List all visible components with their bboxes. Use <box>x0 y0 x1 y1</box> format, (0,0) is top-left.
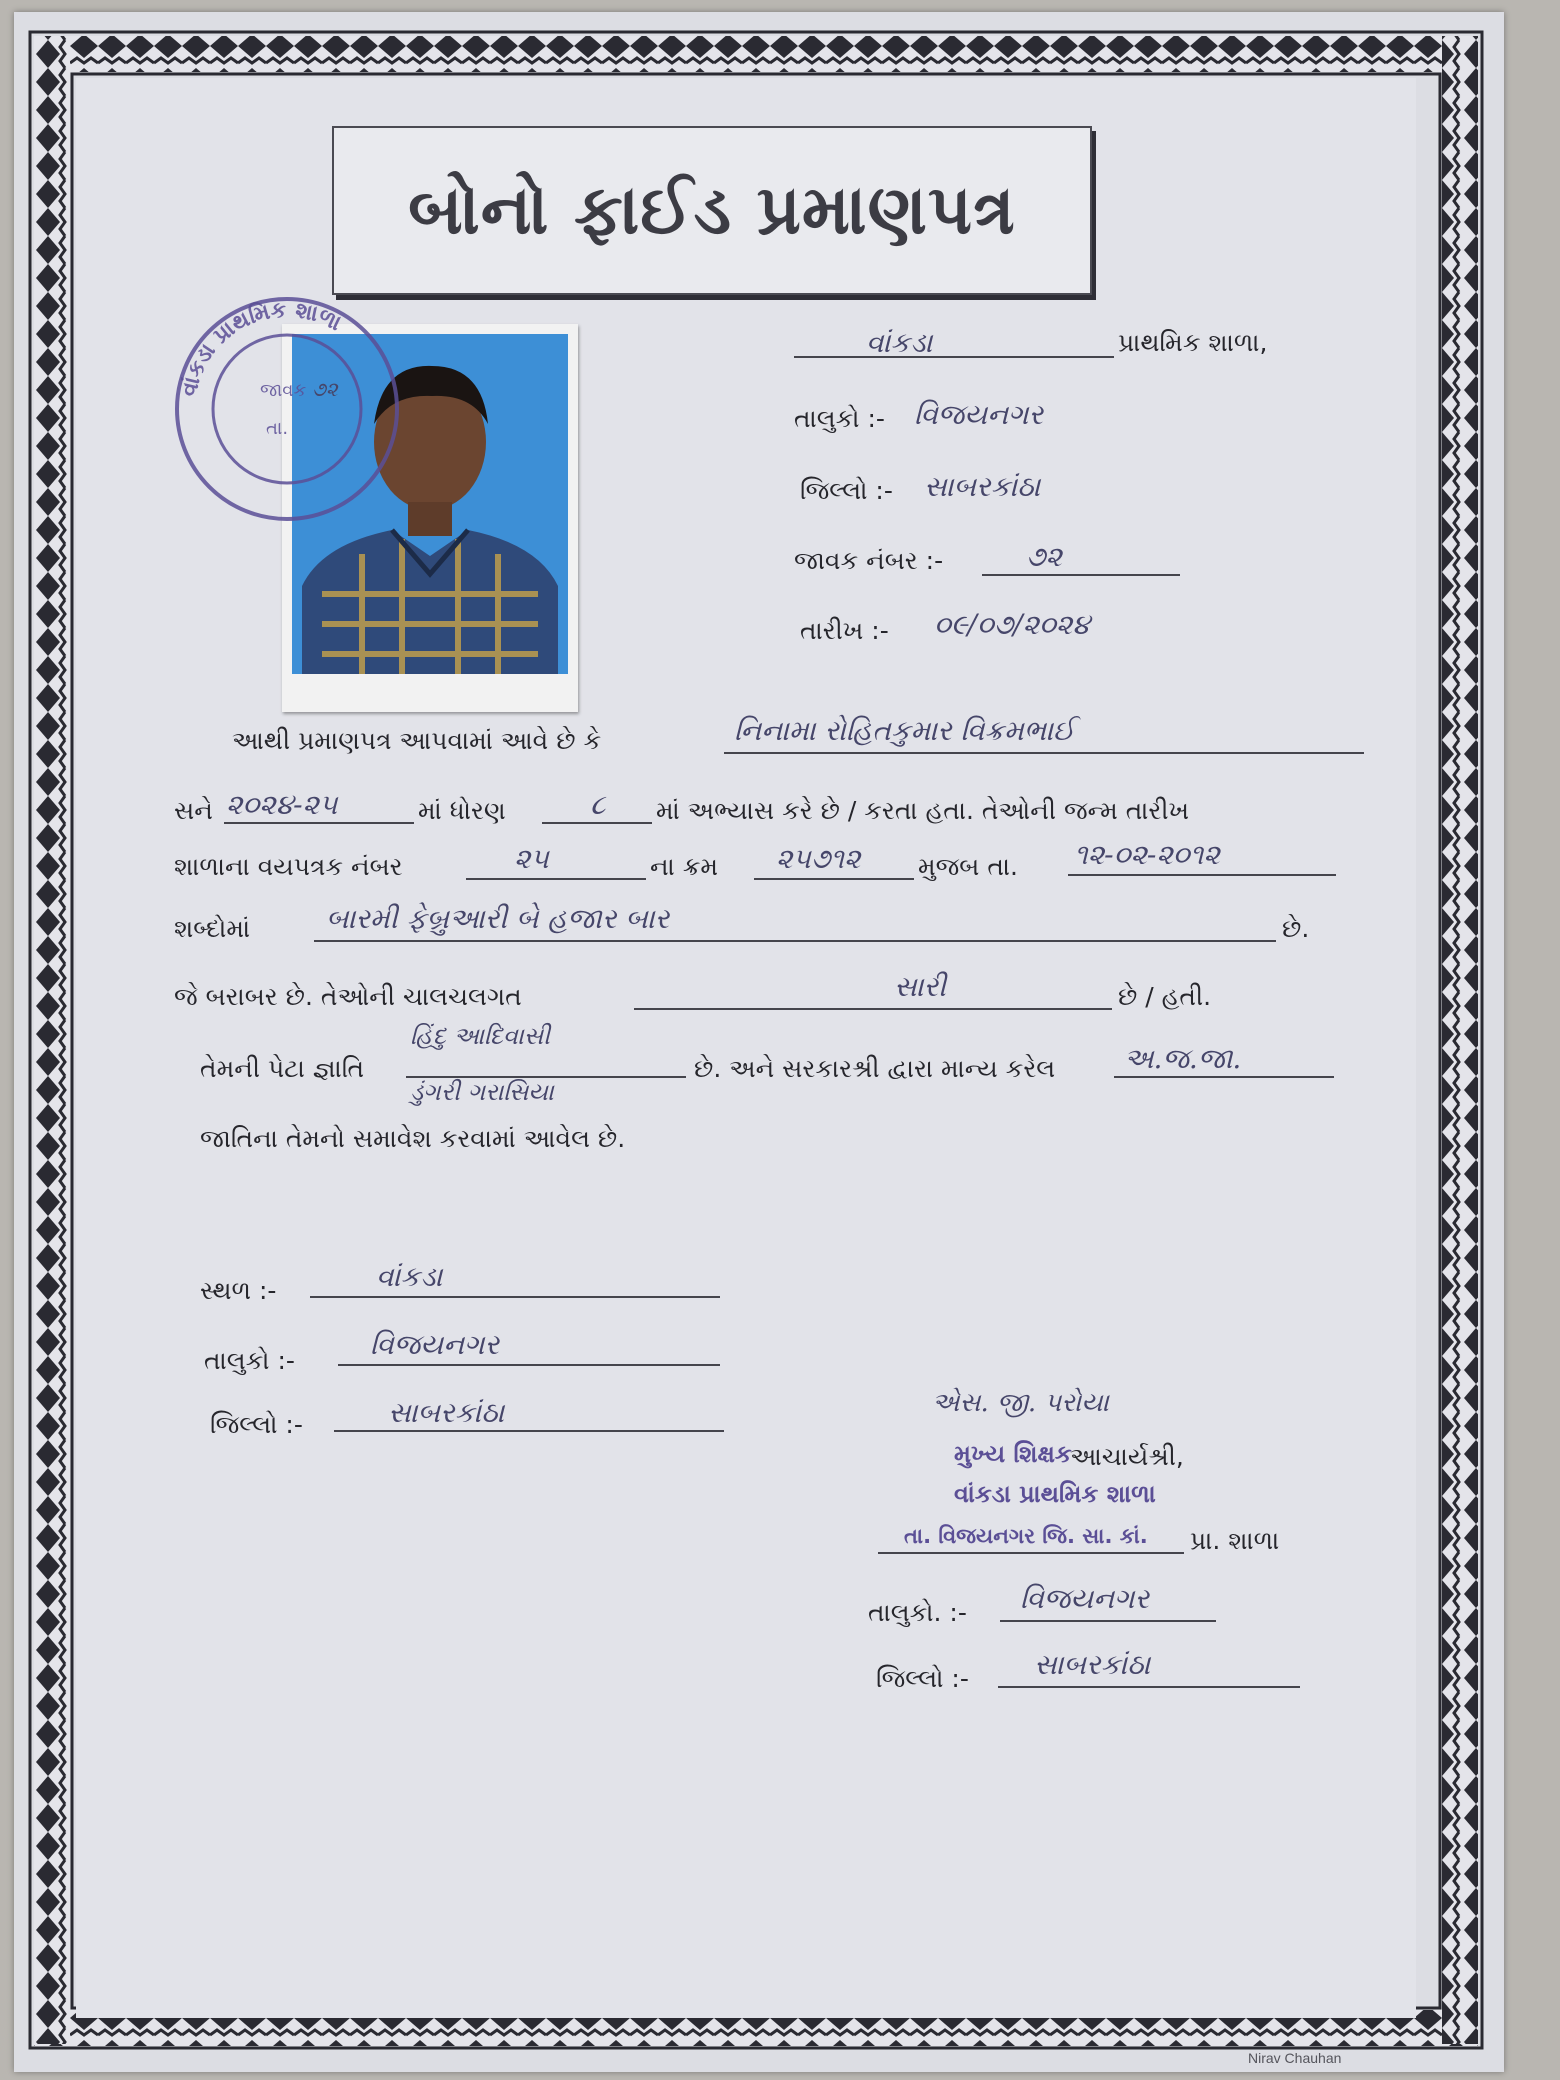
signature-stamp-line2: વાંકડા પ્રાથમિક શાળા <box>954 1480 1156 1508</box>
subcaste-value-1: હિંદુ આદિવાસી <box>410 1022 551 1050</box>
stamp-ring-text: વાંકડા પ્રાથમિક શાળા <box>176 297 346 399</box>
year-prefix: સને <box>174 796 213 825</box>
school-suffix: પ્રાથમિક શાળા, <box>1118 328 1268 357</box>
place-value: વાંકડા <box>376 1260 443 1293</box>
serial-line <box>754 878 914 880</box>
student-name: નિનામા રોહિતકુમાર વિક્રમભાઈ <box>734 714 1075 747</box>
school-name-line <box>794 356 1114 358</box>
signature-stamp-line3: તા. વિજયનગર જિ. સા. કાં. <box>904 1524 1148 1548</box>
taluka-label: તાલુકો :- <box>794 404 885 433</box>
signature-district-label: જિલ્લો :- <box>876 1664 969 1693</box>
district-value: સાબરકાંઠા <box>924 470 1041 503</box>
place-label: સ્થળ :- <box>200 1276 277 1305</box>
conduct-prefix: જે બરાબર છે. તેઓની ચાલચલગત <box>174 982 522 1011</box>
footer-district-line <box>334 1430 724 1432</box>
date-value: ૦૯/૦૭/૨૦૨૪ <box>934 608 1090 641</box>
study-text: માં અભ્યાસ કરે છે / કરતા હતા. તેઓની જન્મ તારીખ <box>656 796 1190 825</box>
birth-date-line <box>1068 874 1336 876</box>
year-value: ૨૦૨૪-૨૫ <box>226 788 338 821</box>
conduct-suffix: છે / હતી. <box>1118 982 1212 1011</box>
serial-value: ૨૫૭૧૨ <box>776 842 861 875</box>
footer-taluka-line <box>338 1364 720 1366</box>
signature-school-line <box>878 1552 1184 1554</box>
title-box <box>332 126 1092 295</box>
footer-district-value: સાબરકાંઠા <box>388 1396 505 1429</box>
place-line <box>310 1296 720 1298</box>
stamp-inner-number: ૭૨ <box>312 377 338 401</box>
signature-taluka-label: તાલુકો. :- <box>868 1598 967 1627</box>
signature-district-line <box>998 1686 1300 1688</box>
school-round-stamp <box>162 284 412 534</box>
body-line1-prefix: આથી પ્રમાણપત્ર આપવામાં આવે છે કે <box>232 726 602 755</box>
stamp-inner-label: જાવક <box>260 380 307 401</box>
conduct-value: સારી <box>894 970 947 1003</box>
per-date-text: મુજબ તા. <box>918 852 1018 881</box>
taluka-value: વિજયનગર <box>914 398 1043 431</box>
date-label: તારીખ :- <box>800 616 889 645</box>
std-value: ૮ <box>590 788 606 821</box>
std-text: માં ધોરણ <box>418 796 506 825</box>
footer-taluka-value: વિજયનગર <box>370 1328 499 1361</box>
caste-mid-text: છે. અને સરકારશ્રી દ્વારા માન્ય કરેલ <box>694 1054 1056 1083</box>
stamp-inner-date-label: તા. <box>266 418 289 439</box>
words-suffix: છે. <box>1282 914 1310 943</box>
signature-taluka-value: વિજયનગર <box>1020 1582 1149 1615</box>
outward-number-label: જાવક નંબર :- <box>794 546 944 575</box>
outward-number-line <box>982 574 1180 576</box>
conduct-line <box>634 1008 1112 1010</box>
words-line <box>314 940 1276 942</box>
footer-district-label: જિલ્લો :- <box>210 1410 303 1439</box>
certificate-sheet <box>14 12 1504 2072</box>
birth-date: ૧૨-૦૨-૨૦૧૨ <box>1074 838 1220 871</box>
photographer-credit: Nirav Chauhan <box>1248 2050 1342 2066</box>
category-value: અ.જ.જા. <box>1124 1042 1242 1075</box>
signature-taluka-line <box>1000 1620 1216 1622</box>
year-line <box>224 822 414 824</box>
category-line <box>1114 1076 1334 1078</box>
words-prefix: શબ્દોમાં <box>174 914 251 943</box>
register-value: ૨૫ <box>514 842 549 875</box>
signature-school-suffix: પ્રા. શાળા <box>1190 1526 1280 1555</box>
serial-text: ના ક્રમ <box>650 852 718 881</box>
district-label: જિલ્લો :- <box>800 476 893 505</box>
register-line <box>466 878 646 880</box>
caste-prefix: તેમની પેટા જ્ઞાતિ <box>200 1054 365 1083</box>
certificate-title: બોનો ફાઈડ પ્રમાણપત્ર <box>408 170 1016 250</box>
student-name-line <box>724 752 1364 754</box>
outward-number-value: ૭૨ <box>1026 540 1062 573</box>
birth-date-in-words: બારમી ફેબ્રુઆરી બે હજાર બાર <box>326 902 670 935</box>
subcaste-value-2: ડુંગરી ગરાસિયા <box>410 1078 554 1106</box>
last-line: જાતિના તેમનો સમાવેશ કરવામાં આવેલ છે. <box>200 1124 626 1153</box>
signer-name: એસ. જી. પરોયા <box>932 1388 1109 1418</box>
signature-district-value: સાબરકાંઠા <box>1034 1648 1151 1681</box>
std-line <box>542 822 652 824</box>
signature-stamp-line1: મુખ્ય શિક્ષક <box>954 1440 1072 1468</box>
register-text: શાળાના વયપત્રક નંબર <box>174 852 403 881</box>
school-name-value: વાંકડા <box>866 326 933 359</box>
footer-taluka-label: તાલુકો :- <box>204 1346 295 1375</box>
signature-printed-title: આચાર્યશ્રી, <box>1070 1442 1184 1471</box>
